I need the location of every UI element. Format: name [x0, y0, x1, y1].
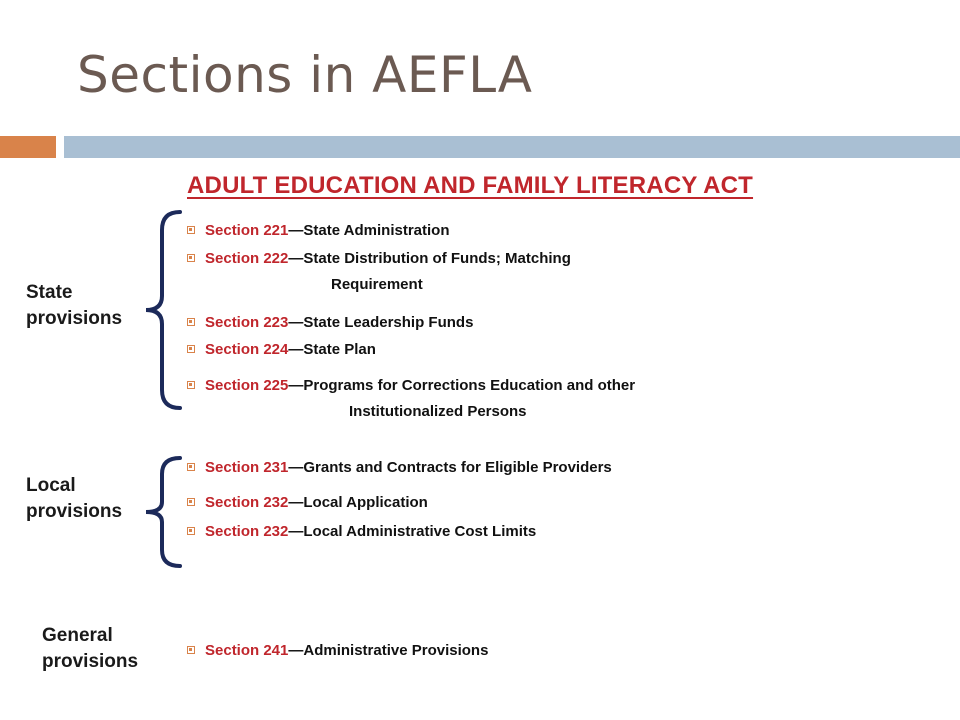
square-bullet-icon — [187, 646, 195, 654]
list-item-section-223: Section 223—State Leadership Funds — [187, 313, 473, 333]
state-label-line2: provisions — [26, 308, 123, 329]
accent-bar-orange — [0, 136, 56, 158]
state-provisions-label — [26, 280, 122, 332]
square-bullet-icon — [187, 498, 195, 506]
local-bracket — [140, 454, 190, 570]
square-bullet-icon — [187, 254, 195, 262]
square-bullet-icon — [187, 527, 195, 535]
list-item-section-222: Section 222—State Distribution of Funds; Matching — [187, 249, 571, 269]
state-label-line1: State — [26, 282, 73, 303]
square-bullet-icon — [187, 463, 195, 471]
local-provisions-label — [26, 473, 122, 525]
section-225-continuation: Institutionalized Persons — [349, 403, 527, 420]
general-label-line1: General — [42, 625, 113, 646]
square-bullet-icon — [187, 381, 195, 389]
state-bracket — [140, 208, 190, 412]
list-item-section-225: Section 225—Programs for Corrections Education and other — [187, 376, 635, 396]
square-bullet-icon — [187, 318, 195, 326]
square-bullet-icon — [187, 345, 195, 353]
act-heading: ADULT EDUCATION AND FAMILY LITERACY ACT — [187, 172, 754, 199]
general-label-line2: provisions — [42, 651, 139, 672]
local-label-line2: provisions — [26, 501, 123, 522]
list-item-section-241: Section 241—Administrative Provisions — [187, 641, 488, 661]
list-item-section-232-cost-limits: Section 232—Local Administrative Cost Limits — [187, 522, 536, 542]
local-label-line1: Local — [26, 475, 76, 496]
section-222-continuation: Requirement — [331, 276, 423, 293]
list-item-section-232-application: Section 232—Local Application — [187, 493, 428, 513]
list-item-section-224: Section 224—State Plan — [187, 340, 376, 360]
list-item-section-231: Section 231—Grants and Contracts for Eligible Providers — [187, 458, 612, 478]
list-item-section-221: Section 221—State Administration — [187, 221, 450, 241]
general-provisions-label — [42, 623, 138, 675]
square-bullet-icon — [187, 226, 195, 234]
accent-bar-blue — [64, 136, 960, 158]
page-title: Sections in AEFLA — [77, 46, 533, 104]
